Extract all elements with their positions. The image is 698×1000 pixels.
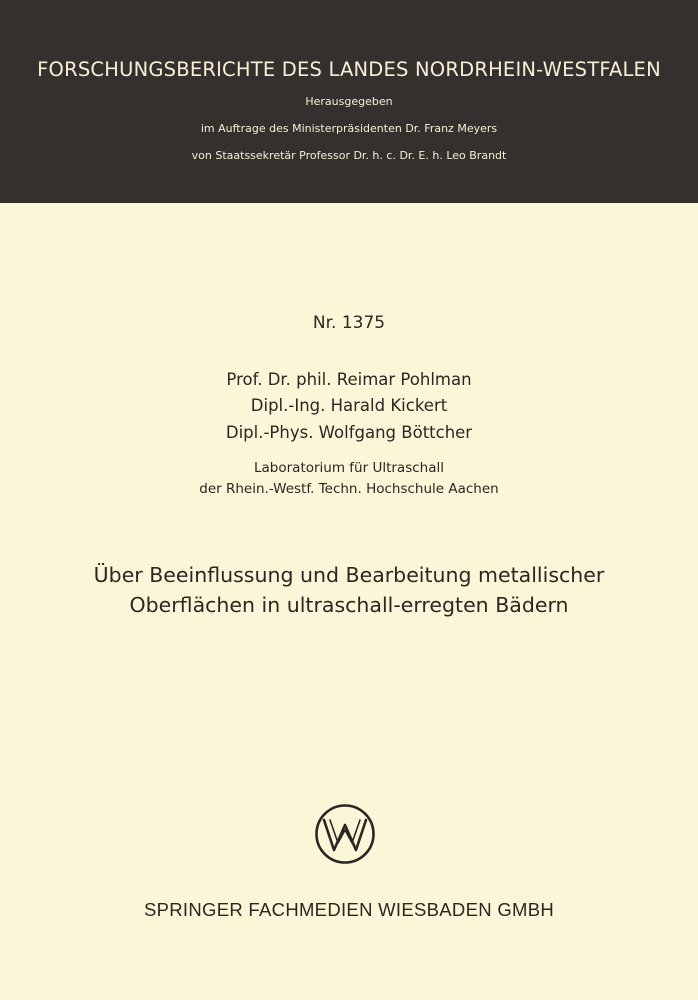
author-3: Dipl.-Phys. Wolfgang Böttcher (225, 423, 473, 442)
institution-line-1: Laboratorium für Ultraschall (254, 460, 444, 476)
commissioned-by-line: im Auftrage des Ministerpräsidenten Dr. Franz Meyers (200, 122, 498, 135)
title-line-2: Oberflächen in ultraschall-erregten Bädern (129, 593, 569, 617)
publisher-name: SPRINGER FACHMEDIEN WIESBADEN GMBH (143, 899, 555, 920)
secretary-line: von Staatssekretär Professor Dr. h. c. Dr. E. h. Leo Brandt (191, 149, 507, 162)
westdeutscher-verlag-w-logo-icon (314, 803, 376, 865)
header-band (0, 0, 698, 203)
institution-line-2: der Rhein.-Westf. Techn. Hochschule Aachen (199, 481, 499, 497)
report-number: Nr. 1375 (312, 313, 386, 333)
author-2: Dipl.-Ing. Harald Kickert (250, 396, 448, 415)
series-title: FORSCHUNGSBERICHTE DES LANDES NORDRHEIN-WESTFALEN (37, 58, 661, 81)
author-1: Prof. Dr. phil. Reimar Pohlman (226, 370, 472, 389)
title-line-1: Über Beeinflussung und Bearbeitung metallischer (93, 563, 605, 587)
editor-label: Herausgegeben (305, 95, 393, 108)
